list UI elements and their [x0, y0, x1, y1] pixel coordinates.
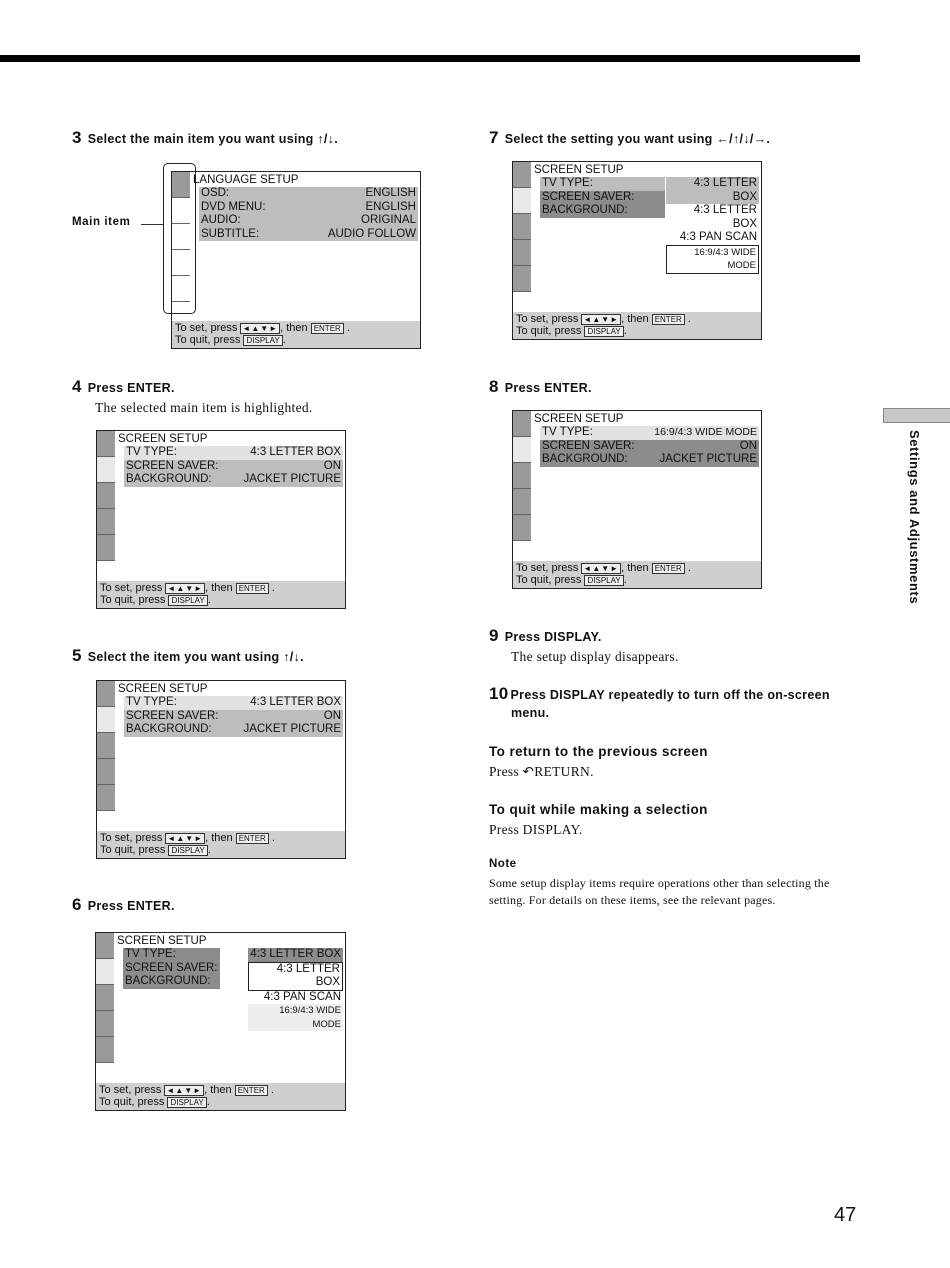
option-selected[interactable]: 16:9/4:3 WIDE MODE: [666, 245, 759, 274]
menu-row: OSD: ENGLISH: [201, 187, 416, 199]
step-4: 4 Press ENTER.: [72, 377, 175, 396]
language-setup-screen: [171, 171, 421, 349]
main-item-bracket: [163, 163, 196, 314]
page-number: 47: [834, 1204, 857, 1226]
step-4-desc: The selected main item is highlighted.: [95, 400, 313, 415]
menu-row: AUDIO: ORIGINAL: [201, 214, 416, 226]
menu-row: BACKGROUND:: [540, 204, 665, 218]
main-item-label: Main item: [72, 216, 131, 228]
screen-setup-step5: [96, 680, 346, 859]
screen-setup-step4: [96, 430, 346, 609]
screen-title: SCREEN SETUP: [118, 683, 208, 695]
option[interactable]: 4:3 LETTER BOX: [666, 204, 759, 231]
display-key-icon: DISPLAY: [168, 595, 207, 606]
menu-row: BACKGROUND: JACKET PICTURE: [126, 473, 341, 485]
option[interactable]: 4:3 LETTER BOX: [248, 948, 343, 962]
screen-footer: To set, press ◄▲▼► , then ENTER . To quit, press DISPLAY .: [96, 1083, 345, 1110]
menu-row: TV TYPE: 16:9/4:3 WIDE MODE: [542, 426, 757, 438]
leader-line: [141, 224, 163, 225]
option[interactable]: 16:9/4:3 WIDE MODE: [248, 1004, 343, 1031]
menu-row: SCREEN SAVER:: [123, 962, 220, 976]
option-selected[interactable]: 4:3 LETTER BOX: [248, 962, 343, 991]
menu-row: TV TYPE:: [123, 948, 220, 962]
quit-text: Press DISPLAY.: [489, 822, 583, 837]
screen-title: SCREEN SETUP: [117, 935, 207, 947]
menu-row: SCREEN SAVER: ON: [542, 439, 757, 452]
step-5: 5 Select the item you want using ↑/↓.: [72, 646, 304, 665]
screen-footer: To set, press ◄▲▼► , then ENTER . To quit, press DISPLAY .: [513, 312, 761, 339]
menu-row: SUBTITLE: AUDIO FOLLOW: [201, 227, 416, 240]
return-heading: To return to the previous screen: [489, 744, 708, 759]
enter-key-icon: ENTER: [311, 323, 344, 334]
section-label: Settings and Adjustments: [907, 430, 922, 605]
menu-row: BACKGROUND: JACKET PICTURE: [126, 723, 341, 735]
step-7: 7 Select the setting you want using ←/↑/↓/→.: [489, 128, 771, 147]
step-10: 10 Press DISPLAY repeatedly to turn off the on-screen: [489, 684, 830, 703]
step-9-desc: The setup display disappears.: [511, 649, 679, 664]
arrow-keys-icon: ◄▲▼►: [167, 833, 204, 843]
option[interactable]: 4:3 PAN SCAN: [248, 991, 343, 1005]
return-text: Press ↶RETURN.: [489, 764, 594, 779]
top-rule: [0, 55, 860, 62]
step-8: 8 Press ENTER.: [489, 377, 592, 396]
screen-footer: To set, press ◄▲▼► , then ENTER . To quit, press DISPLAY .: [172, 321, 420, 348]
menu-row: TV TYPE: 4:3 LETTER BOX: [126, 696, 341, 708]
step-6: 6 Press ENTER.: [72, 895, 175, 914]
option[interactable]: 4:3 LETTER BOX: [666, 177, 759, 204]
screen-title: LANGUAGE SETUP: [193, 174, 299, 186]
arrow-keys-icon: ◄▲▼►: [583, 563, 620, 573]
arrow-keys-icon: ◄▲▼►: [167, 583, 204, 593]
screen-setup-step6: [95, 932, 346, 1111]
enter-key-icon: ENTER: [236, 583, 269, 594]
display-key-icon: DISPLAY: [243, 335, 282, 346]
enter-key-icon: ENTER: [652, 563, 685, 574]
enter-key-icon: ENTER: [652, 314, 685, 325]
quit-heading: To quit while making a selection: [489, 802, 708, 817]
screen-setup-step7: [512, 161, 762, 340]
arrow-keys-icon: ◄▲▼►: [166, 1085, 203, 1095]
screen-setup-step8: [512, 410, 762, 589]
menu-row: SCREEN SAVER:: [540, 191, 665, 205]
step-3: 3 Select the main item you want using ↑/↓.: [72, 128, 339, 147]
screen-footer: To set, press ◄▲▼► , then ENTER . To quit, press DISPLAY .: [97, 581, 345, 608]
enter-key-icon: ENTER: [235, 1085, 268, 1096]
menu-row: DVD MENU: ENGLISH: [201, 200, 416, 213]
menu-row: SCREEN SAVER: ON: [126, 459, 341, 472]
display-key-icon: DISPLAY: [168, 845, 207, 856]
note-text: Some setup display items require operations other than selecting the setting. For details on these items, see the relevant pages.: [489, 876, 830, 907]
arrow-keys-icon: ◄▲▼►: [583, 314, 620, 324]
screen-title: SCREEN SETUP: [534, 164, 624, 176]
display-key-icon: DISPLAY: [167, 1097, 206, 1108]
step-10-cont: menu.: [511, 706, 550, 720]
arrow-keys-icon: ◄▲▼►: [242, 323, 279, 333]
step-9: 9 Press DISPLAY.: [489, 626, 602, 645]
screen-footer: To set, press ◄▲▼► , then ENTER . To quit, press DISPLAY .: [513, 561, 761, 588]
menu-row: BACKGROUND: JACKET PICTURE: [542, 453, 757, 465]
display-key-icon: DISPLAY: [584, 326, 623, 337]
section-tab: [883, 408, 950, 423]
option[interactable]: 4:3 PAN SCAN: [666, 231, 759, 245]
tv-type-options: [666, 177, 759, 274]
note-title: Note: [489, 858, 517, 870]
screen-footer: To set, press ◄▲▼► , then ENTER . To quit, press DISPLAY .: [97, 831, 345, 858]
enter-key-icon: ENTER: [236, 833, 269, 844]
menu-row: BACKGROUND:: [123, 975, 220, 989]
display-key-icon: DISPLAY: [584, 575, 623, 586]
tv-type-options: [248, 948, 343, 1031]
screen-title: SCREEN SETUP: [118, 433, 208, 445]
menu-row: TV TYPE:: [540, 177, 665, 191]
menu-row: TV TYPE: 4:3 LETTER BOX: [126, 446, 341, 458]
menu-row: SCREEN SAVER: ON: [126, 709, 341, 722]
screen-title: SCREEN SETUP: [534, 413, 624, 425]
